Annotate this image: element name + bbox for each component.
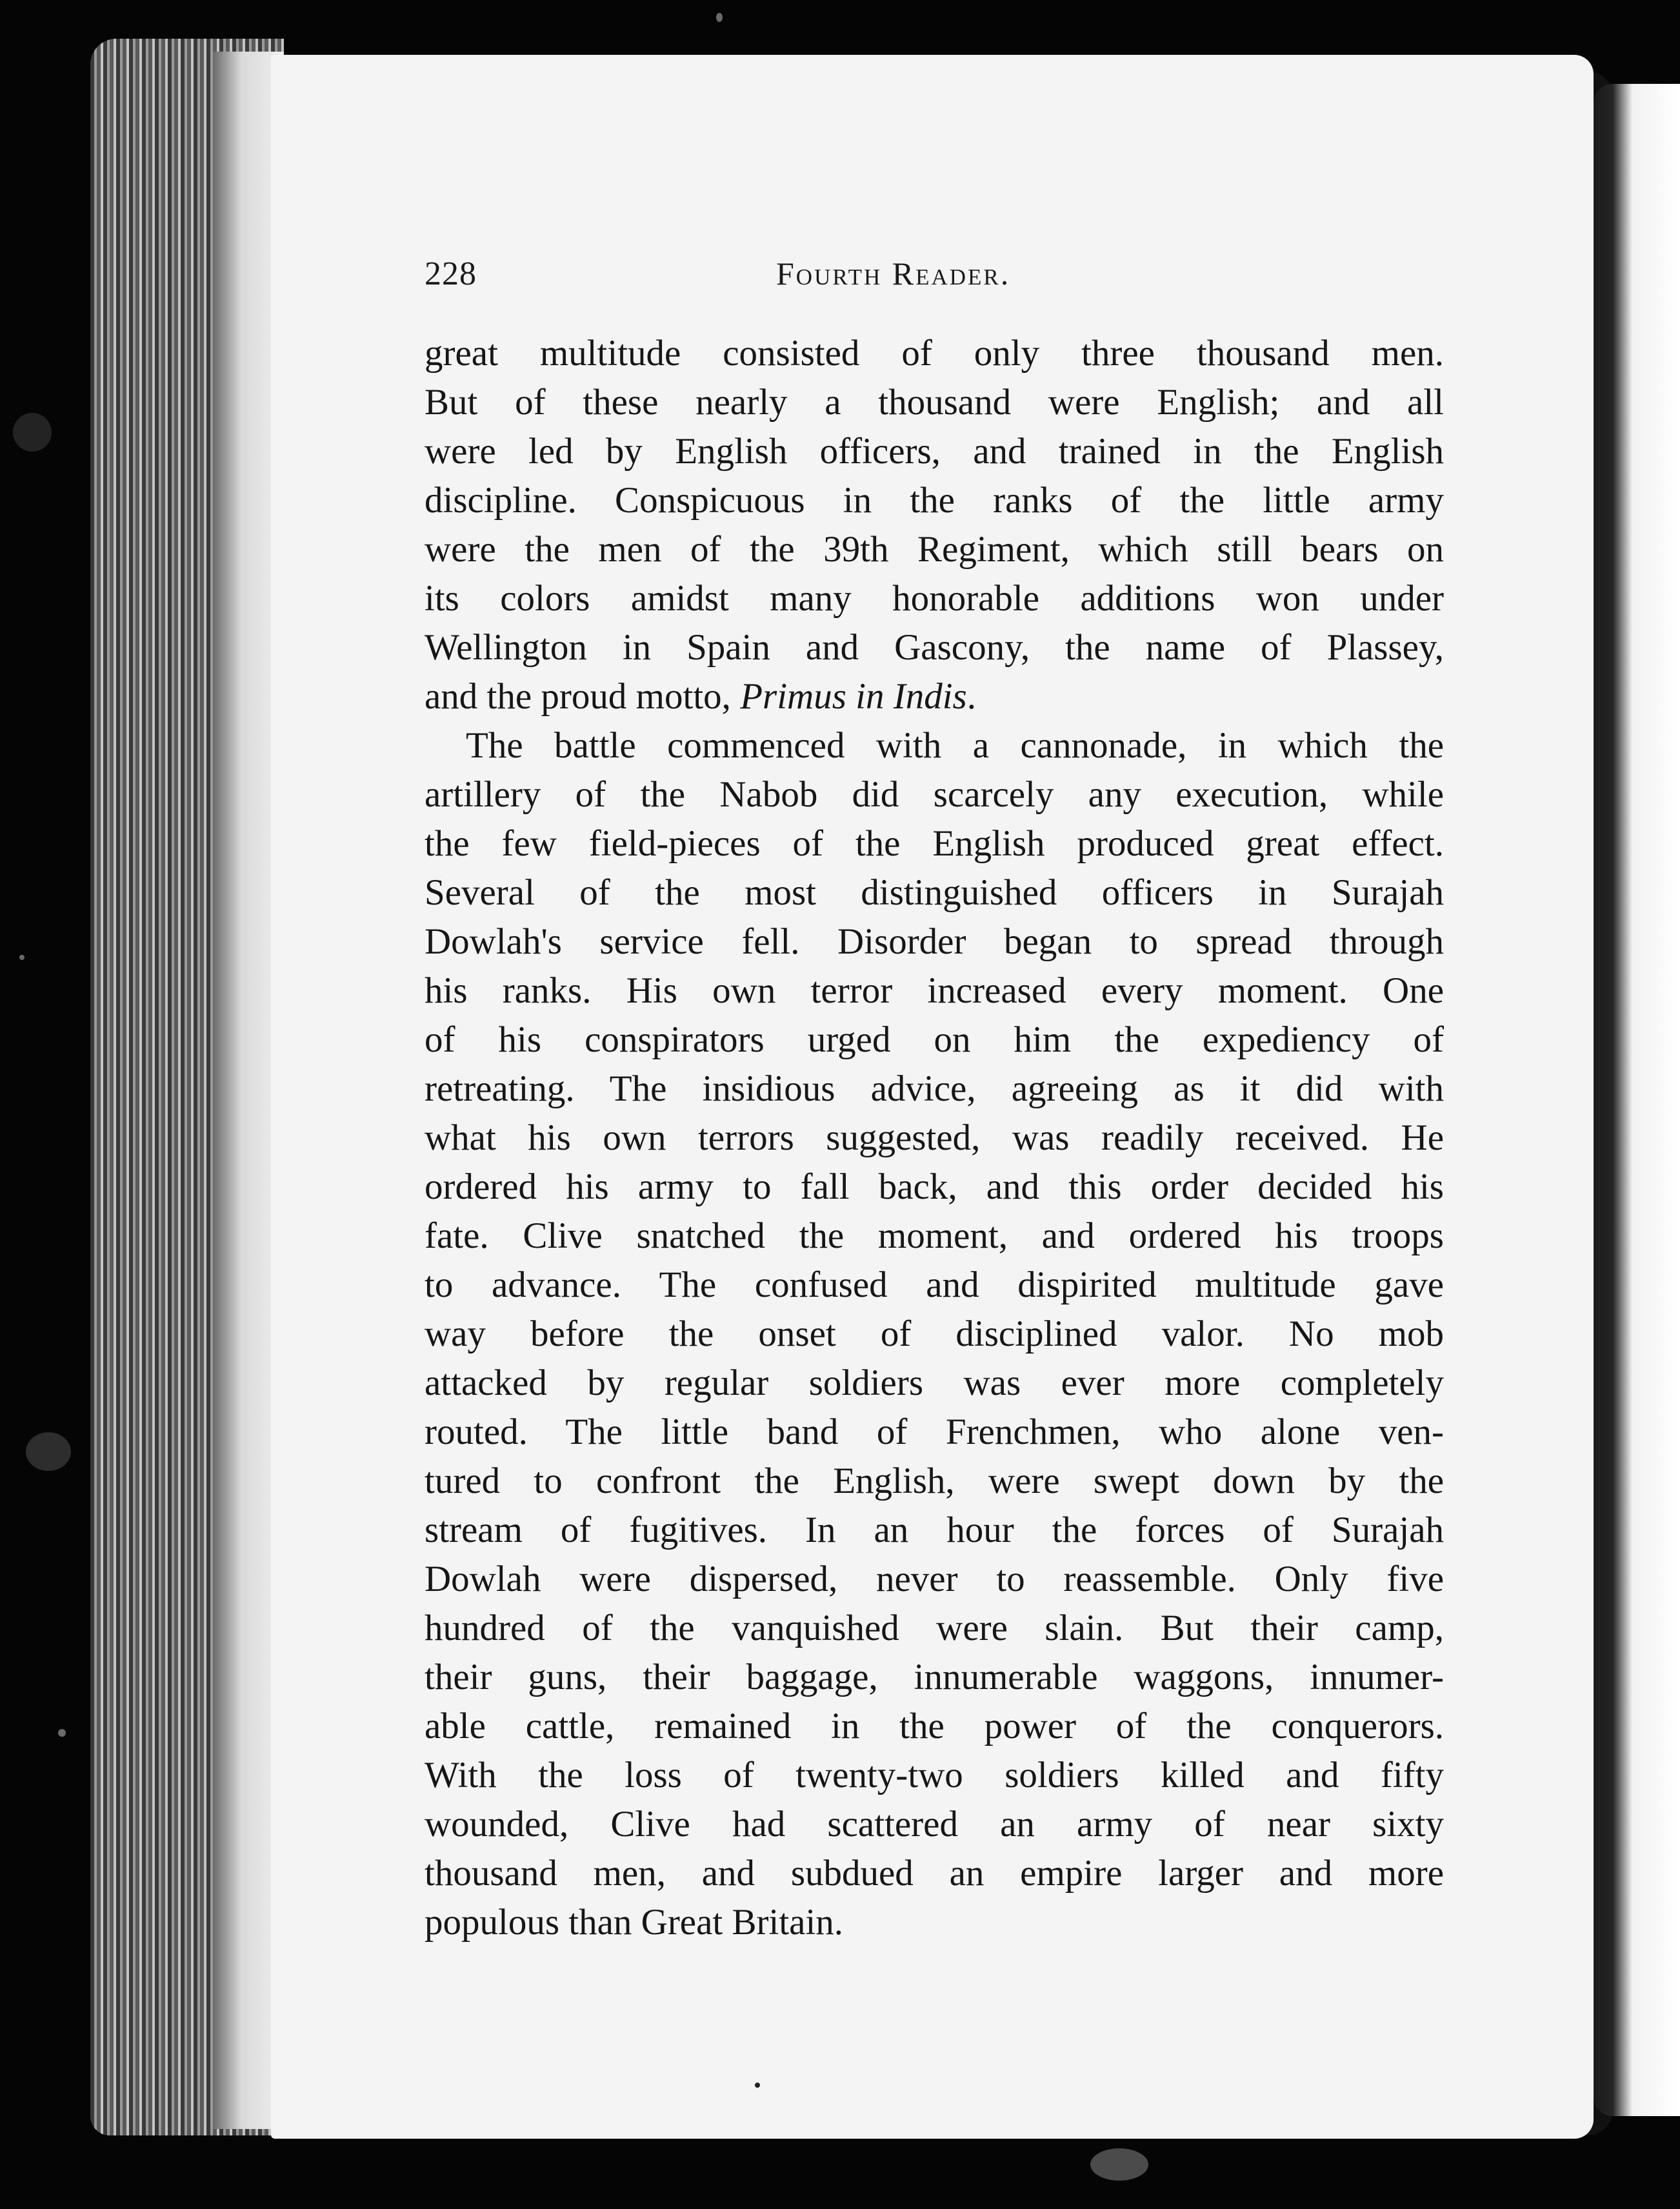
text-line: great multitude consisted of only three thousand men. xyxy=(425,333,1444,374)
text-line xyxy=(425,672,1444,721)
text-line: tured to confront the English, were swept down by the xyxy=(425,1461,1444,1501)
text-line: discipline. Conspicuous in the ranks of the little army xyxy=(425,480,1444,521)
text-line: artillery of the Nabob did scarcely any execution, while xyxy=(425,774,1444,815)
text-line: were led by English officers, and trained in the English xyxy=(425,431,1444,472)
text-line: the few field-pieces of the English produced great effect. xyxy=(425,823,1444,864)
book-title: Fourth Reader. xyxy=(776,255,1011,292)
text-fragment: . xyxy=(966,676,976,717)
text-line: With the loss of twenty-two soldiers killed and fifty xyxy=(425,1755,1444,1795)
text-line: his ranks. His own terror increased every moment. One xyxy=(425,970,1444,1011)
text-line: Wellington in Spain and Gascony, the name of Plassey, xyxy=(425,627,1444,668)
text-line: populous than Great Britain. xyxy=(425,1902,844,1943)
text-line: what his own terrors suggested, was readily received. He xyxy=(425,1117,1444,1158)
text-line: their guns, their baggage, innumerable waggons, innumer- xyxy=(425,1657,1444,1697)
paragraph-2 xyxy=(425,721,1444,1947)
motto-italic: Primus in Indis xyxy=(740,676,967,717)
text-line: But of these nearly a thousand were English; and all xyxy=(425,382,1444,423)
ink-dot xyxy=(755,2083,760,2088)
text-line: The battle commenced with a cannonade, in which the xyxy=(466,725,1444,766)
text-line: of his conspirators urged on him the expediency of xyxy=(425,1019,1444,1060)
text-line: were the men of the 39th Regiment, which still bears on xyxy=(425,529,1444,570)
text-line: to advance. The confused and dispirited multitude gave xyxy=(425,1264,1444,1305)
paragraph-1 xyxy=(425,329,1444,721)
text-line: hundred of the vanquished were slain. But their camp, xyxy=(425,1608,1444,1648)
text-line: able cattle, remained in the power of the conquerors. xyxy=(425,1706,1444,1746)
text-line: ordered his army to fall back, and this order decided his xyxy=(425,1166,1444,1207)
body-text xyxy=(425,329,1444,1947)
text-line: fate. Clive snatched the moment, and ordered his troops xyxy=(425,1215,1444,1256)
text-line: its colors amidst many honorable additions won under xyxy=(425,578,1444,619)
text-line: wounded, Clive had scattered an army of near sixty xyxy=(425,1804,1444,1844)
text-line: thousand men, and subdued an empire larger and more xyxy=(425,1853,1444,1894)
text-line: Dowlah were dispersed, never to reassemble. Only five xyxy=(425,1559,1444,1599)
text-line: way before the onset of disciplined valor. No mob xyxy=(425,1314,1444,1354)
text-line: Several of the most distinguished officers in Surajah xyxy=(425,872,1444,913)
text-line: routed. The little band of Frenchmen, who alone ven- xyxy=(425,1412,1444,1452)
facing-page xyxy=(1594,84,1680,2116)
text-line: stream of fugitives. In an hour the forces of Surajah xyxy=(425,1510,1444,1550)
page-number: 228 xyxy=(425,255,477,292)
text-line: retreating. The insidious advice, agreeing as it did with xyxy=(425,1068,1444,1109)
running-head xyxy=(425,255,1437,300)
text-fragment: and the proud motto, xyxy=(425,676,741,717)
text-line: Dowlah's service fell. Disorder began to spread through xyxy=(425,921,1444,962)
text-line: attacked by regular soldiers was ever more completely xyxy=(425,1363,1444,1403)
